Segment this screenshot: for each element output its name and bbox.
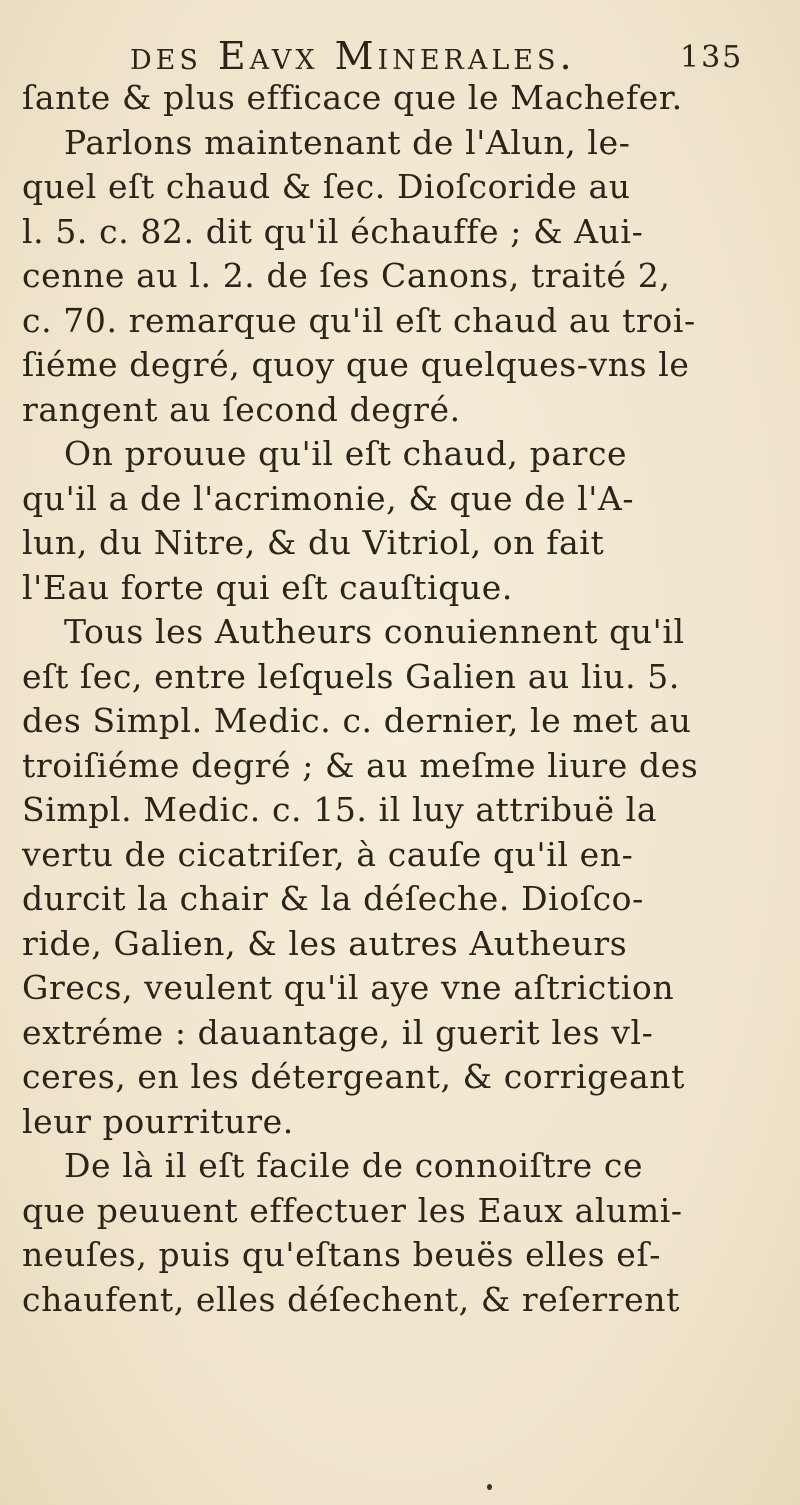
text-line: c. 70. remarque qu'il eſt chaud au troi- bbox=[22, 300, 696, 340]
text-line: lun, du Nitre, & du Vitriol, on fait bbox=[22, 523, 605, 562]
text-line: extréme : dauantage, il guerit les vl- bbox=[22, 1012, 654, 1052]
text-line: eſt ſec, entre leſquels Galien au liu. 5. bbox=[22, 656, 680, 696]
text-line: Simpl. Medic. c. 15. il luy attribuë la bbox=[22, 790, 658, 829]
text-line: Parlons maintenant de l'Alun, le- bbox=[64, 122, 631, 162]
text-line: quel eſt chaud & ſec. Dioſcoride au bbox=[22, 167, 631, 206]
text-line: ceres, en les détergeant, & corrigeant bbox=[22, 1057, 686, 1096]
text-line: leur pourriture. bbox=[22, 1101, 294, 1141]
body-text bbox=[22, 76, 782, 1322]
text-line: De là il eſt facile de connoiſtre ce bbox=[64, 1146, 644, 1185]
text-line: neuſes, puis qu'eſtans beuës elles eſ- bbox=[22, 1235, 662, 1274]
text-line: des Simpl. Medic. c. dernier, le met au bbox=[22, 701, 692, 740]
text-line: rangent au ſecond degré. bbox=[22, 389, 461, 429]
text-line: chaufent, elles déſechent, & reſerrent bbox=[22, 1279, 680, 1319]
text-line: cenne au l. 2. de ſes Canons, traité 2, bbox=[22, 256, 671, 295]
text-line: l'Eau forte qui eſt cauſtique. bbox=[22, 567, 514, 607]
text-line: ſiéme degré, quoy que quelques-vns le bbox=[22, 345, 690, 384]
text-line: l. 5. c. 82. dit qu'il échauffe ; & Aui- bbox=[22, 211, 644, 251]
text-line: vertu de cicatriſer, à cauſe qu'il en- bbox=[22, 834, 634, 874]
text-line: ride, Galien, & les autres Autheurs bbox=[22, 923, 628, 963]
text-line: troiſiéme degré ; & au meſme liure des bbox=[22, 745, 699, 785]
text-line: ſante & plus efficace que le Machefer. bbox=[22, 78, 683, 117]
running-head-title: des Eavx Minerales. bbox=[130, 34, 576, 78]
text-line: qu'il a de l'acrimonie, & que de l'A- bbox=[22, 478, 635, 518]
text-line: Grecs, veulent qu'il aye vne aſtriction bbox=[22, 968, 675, 1007]
text-line: On prouue qu'il eſt chaud, parce bbox=[64, 434, 628, 473]
page-number: 135 bbox=[680, 40, 744, 75]
text-line: Tous les Autheurs conuiennent qu'il bbox=[64, 612, 685, 651]
ink-dot-mark bbox=[487, 1484, 492, 1490]
text-line: durcit la chair & la déſeche. Dioſco- bbox=[22, 879, 644, 918]
text-line: que peuuent effectuer les Eaux alumi- bbox=[22, 1190, 683, 1230]
